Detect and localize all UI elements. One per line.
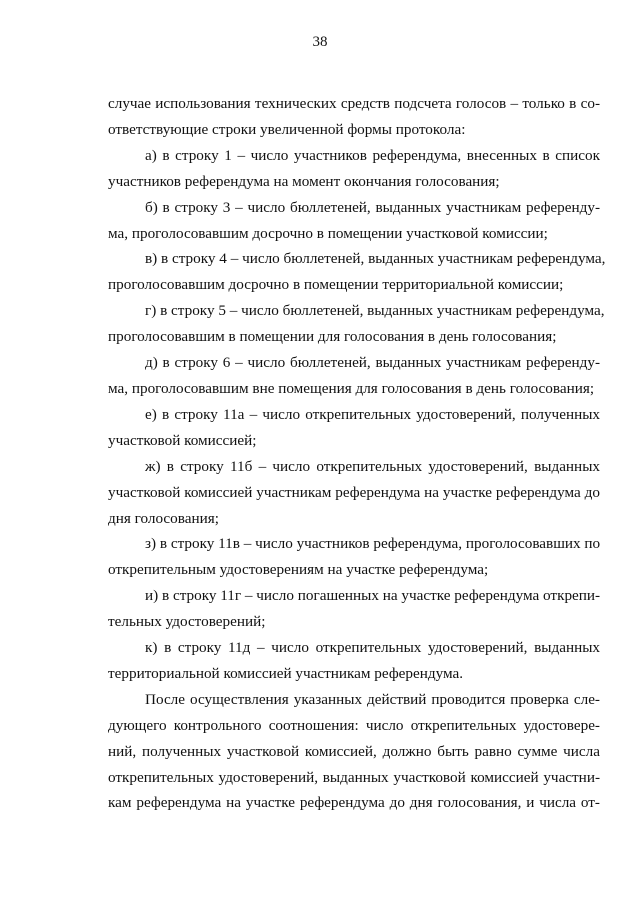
text-line: в) в строку 4 – число бюллетеней, выданных участникам референдума,	[145, 250, 606, 268]
text-line: открепительным удостоверениям на участке референдума;	[108, 561, 489, 579]
paragraph	[108, 298, 605, 350]
text-line: к) в строку 11д – число открепительных удостоверений, выданных	[145, 639, 600, 657]
text-line: б) в строку 3 – число бюллетеней, выданных участникам референду-	[145, 198, 600, 216]
text-line: ма, проголосовавшим досрочно в помещении участковой комиссии;	[108, 224, 548, 242]
document-body	[108, 91, 606, 816]
text-line: участковой комиссией участникам референдума на участке референдума до	[108, 483, 600, 501]
text-line: кам референдума на участке референдума до дня голосования, и числа от-	[108, 794, 600, 812]
paragraph	[108, 143, 600, 195]
text-line: г) в строку 5 – число бюллетеней, выданных участникам референдума,	[145, 302, 605, 320]
text-line: случае использования технических средств подсчета голосов – только в со-	[108, 95, 600, 112]
text-line: д) в строку 6 – число бюллетеней, выданных участникам референду-	[145, 354, 600, 372]
text-line: участковой комиссией;	[108, 431, 257, 449]
paragraph	[108, 687, 600, 817]
paragraph	[108, 246, 606, 298]
text-line: участников референдума на момент окончания голосования;	[108, 172, 500, 190]
text-line: и) в строку 11г – число погашенных на участке референдума открепи-	[145, 587, 601, 605]
paragraph	[108, 402, 600, 454]
text-line: ма, проголосовавшим вне помещения для голосования в день голосования;	[108, 379, 595, 397]
text-line: е) в строку 11а – число открепительных удостоверений, полученных	[145, 405, 600, 423]
paragraph	[108, 350, 600, 402]
page-number: 38	[312, 34, 328, 50]
text-line: После осуществления указанных действий проводится проверка сле-	[145, 690, 600, 708]
text-line: дующего контрольного соотношения: число открепительных удостовере-	[108, 716, 600, 734]
text-line: ж) в строку 11б – число открепительных удостоверений, выданных	[145, 457, 600, 475]
paragraph	[108, 454, 600, 532]
text-line: открепительных удостоверений, выданных участковой комиссией участни-	[108, 768, 600, 786]
text-line: дня голосования;	[108, 509, 219, 527]
paragraph	[108, 91, 600, 143]
text-line: проголосовавшим досрочно в помещении территориальной комиссии;	[108, 276, 564, 294]
text-line: ответствующие строки увеличенной формы протокола:	[108, 120, 466, 138]
text-line: з) в строку 11в – число участников референдума, проголосовавших по	[145, 535, 601, 553]
text-line: тельных удостоверений;	[108, 613, 266, 631]
text-line: ний, полученных участковой комиссией, должно быть равно сумме числа	[108, 742, 600, 760]
text-line: проголосовавшим в помещении для голосования в день голосования;	[108, 328, 557, 346]
paragraph	[108, 195, 600, 247]
paragraph	[108, 531, 600, 583]
text-line: территориальной комиссией участникам референдума.	[108, 664, 464, 682]
text-line: а) в строку 1 – число участников референдума, внесенных в список	[145, 146, 600, 164]
paragraph	[108, 583, 600, 635]
paragraph	[108, 635, 600, 687]
